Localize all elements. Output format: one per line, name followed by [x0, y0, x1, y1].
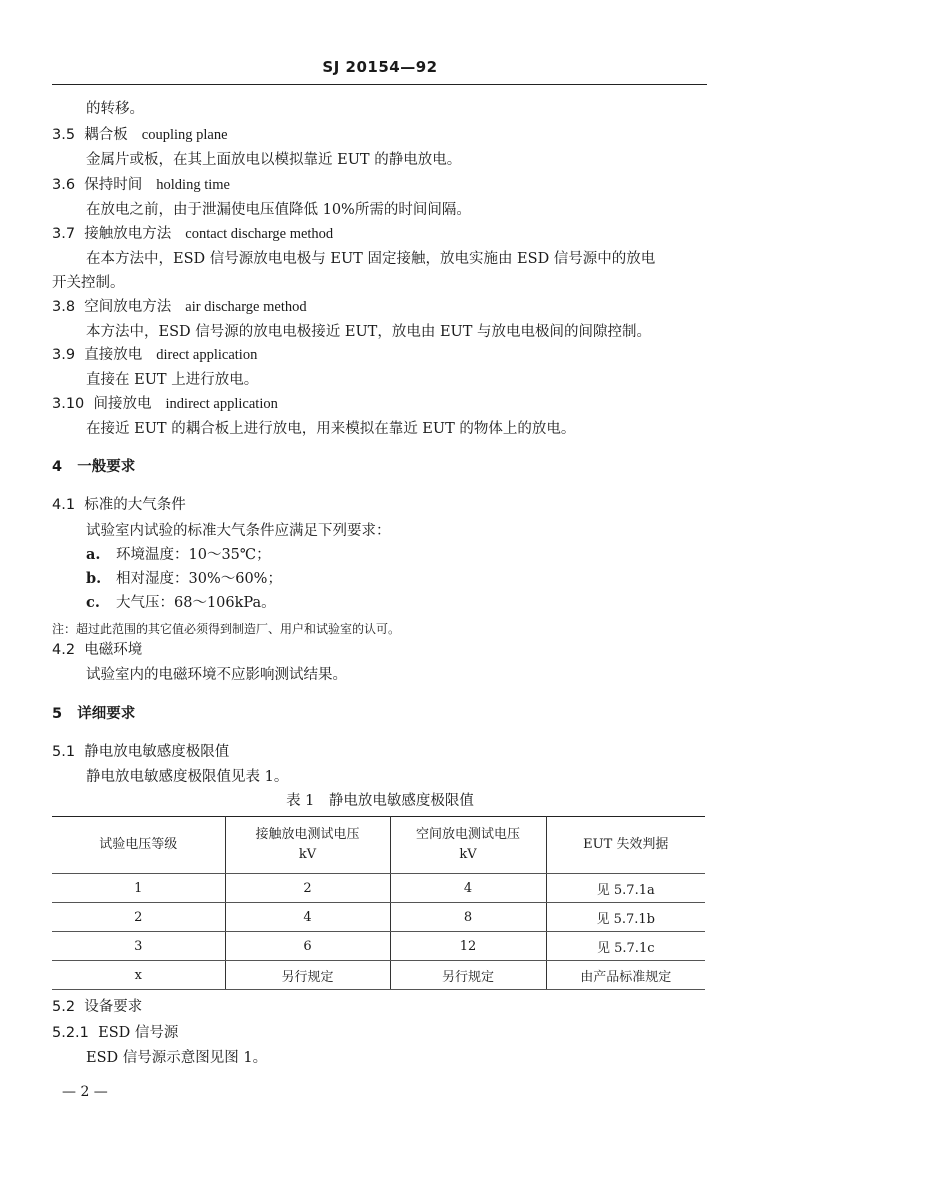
section-number: 4.1 — [52, 497, 76, 513]
term-en: direct application — [156, 347, 258, 363]
table-cell: 8 — [390, 903, 546, 932]
header-cell: EUT 失效判据 — [546, 817, 705, 874]
term-en: air discharge method — [185, 299, 307, 315]
list-item-text: 相对湿度：30%～60%； — [116, 571, 282, 587]
table-cell: 见 5.7.1c — [546, 932, 705, 961]
table-cell: 4 — [225, 903, 390, 932]
continuation-text: 的转移。 — [86, 101, 144, 117]
section-4-heading — [52, 458, 135, 476]
table-row — [52, 961, 705, 990]
section-3-10-body: 在接近 EUT 的耦合板上进行放电，用来模拟在靠近 EUT 的物体上的放电。 — [86, 421, 576, 437]
table-cell: 2 — [225, 874, 390, 903]
section-number: 4.2 — [52, 642, 76, 658]
section-5-1-body: 静电放电敏感度极限值见表 1。 — [86, 769, 289, 785]
table-cell: 12 — [390, 932, 546, 961]
esd-limit-table — [52, 816, 705, 990]
section-number: 5.1 — [52, 744, 76, 760]
section-title: 设备要求 — [84, 999, 143, 1015]
table-row — [52, 874, 705, 903]
section-3-7-body-line1: 在本方法中，ESD 信号源放电电极与 EUT 固定接触，放电实施由 ESD 信号源中的放电 — [86, 251, 656, 267]
section-3-6-body: 在放电之前，由于泄漏使电压值降低 10%所需的时间间隔。 — [86, 202, 471, 218]
section-5-2-heading — [52, 998, 142, 1016]
list-item-label: c. — [86, 594, 100, 611]
section-5-2-1-heading — [52, 1024, 178, 1042]
table-cell: x — [52, 961, 225, 990]
section-3-8-body: 本方法中，ESD 信号源的放电电极接近 EUT，放电由 EUT 与放电电极间的间隙控制。 — [86, 324, 652, 340]
table-cell: 见 5.7.1b — [546, 903, 705, 932]
section-title: 标准的大气条件 — [84, 497, 186, 513]
table-cell: 另行规定 — [225, 961, 390, 990]
section-3-7-body-line2: 开关控制。 — [52, 275, 125, 291]
term-zh: 间接放电 — [93, 396, 152, 412]
term-zh: 空间放电方法 — [84, 299, 172, 315]
section-4-1-heading — [52, 496, 186, 514]
section-number: 3.6 — [52, 177, 76, 193]
section-5-heading — [52, 705, 135, 723]
section-number: 4 — [52, 459, 63, 475]
section-3-8-heading — [52, 298, 307, 316]
table-cell: 见 5.7.1a — [546, 874, 705, 903]
section-3-7-heading — [52, 225, 333, 243]
list-item-label: b. — [86, 570, 102, 587]
section-number: 3.5 — [52, 127, 76, 143]
term-zh: 耦合板 — [84, 127, 128, 143]
section-3-5-body: 金属片或板，在其上面放电以模拟靠近 EUT 的静电放电。 — [86, 152, 462, 168]
list-item-a — [86, 546, 271, 564]
section-3-6-heading — [52, 176, 230, 194]
term-en: indirect application — [165, 396, 278, 412]
term-en: coupling plane — [141, 127, 228, 143]
table-row — [52, 932, 705, 961]
section-5-1-heading — [52, 743, 229, 761]
table-cell: 4 — [390, 874, 546, 903]
table-header-row — [52, 817, 705, 874]
table-cell: 3 — [52, 932, 225, 961]
list-item-text: 环境温度：10～35℃； — [116, 547, 271, 563]
document-header: SJ 20154—92 — [322, 58, 438, 76]
section-number: 3.10 — [52, 396, 85, 412]
table-cell: 1 — [52, 874, 225, 903]
list-item-c — [86, 594, 276, 612]
section-4-1-body: 试验室内试验的标准大气条件应满足下列要求： — [86, 523, 391, 539]
section-title: ESD 信号源 — [98, 1025, 179, 1041]
term-en: contact discharge method — [185, 226, 334, 242]
section-3-9-body: 直接在 EUT 上进行放电。 — [86, 372, 259, 388]
section-title: 静电放电敏感度极限值 — [84, 744, 230, 760]
table-cell: 另行规定 — [390, 961, 546, 990]
header-rule — [52, 84, 707, 85]
section-number: 5.2.1 — [52, 1025, 89, 1041]
table-cell: 由产品标准规定 — [546, 961, 705, 990]
section-3-9-heading — [52, 346, 257, 364]
table-cell: 2 — [52, 903, 225, 932]
page-number: — 2 — — [62, 1084, 108, 1100]
section-number: 3.7 — [52, 226, 76, 242]
list-item-text: 大气压：68～106kPa。 — [116, 595, 276, 611]
section-number: 5 — [52, 706, 63, 722]
term-zh: 保持时间 — [84, 177, 143, 193]
section-3-5-heading — [52, 126, 228, 144]
header-cell: 试验电压等级 — [52, 817, 225, 874]
section-title: 一般要求 — [77, 458, 136, 475]
header-cell: 接触放电测试电压 kV — [225, 817, 390, 874]
section-4-2-heading — [52, 641, 142, 659]
section-5-2-1-body: ESD 信号源示意图见图 1。 — [86, 1050, 268, 1066]
section-3-10-heading — [52, 395, 278, 413]
section-4-2-body: 试验室内的电磁环境不应影响测试结果。 — [86, 667, 347, 683]
section-number: 3.9 — [52, 347, 76, 363]
list-item-label: a. — [86, 546, 101, 563]
table-caption: 表 1 静电放电敏感度极限值 — [286, 793, 474, 809]
section-title: 详细要求 — [77, 705, 136, 722]
note-text: 注：超过此范围的其它值必须得到制造厂、用户和试验室的认可。 — [52, 622, 401, 636]
table-row — [52, 903, 705, 932]
section-number: 5.2 — [52, 999, 76, 1015]
term-zh: 接触放电方法 — [84, 226, 172, 242]
list-item-b — [86, 570, 282, 588]
section-title: 电磁环境 — [84, 642, 143, 658]
header-cell: 空间放电测试电压 kV — [390, 817, 546, 874]
term-zh: 直接放电 — [84, 347, 143, 363]
section-number: 3.8 — [52, 299, 76, 315]
table-cell: 6 — [225, 932, 390, 961]
term-en: holding time — [156, 177, 230, 193]
